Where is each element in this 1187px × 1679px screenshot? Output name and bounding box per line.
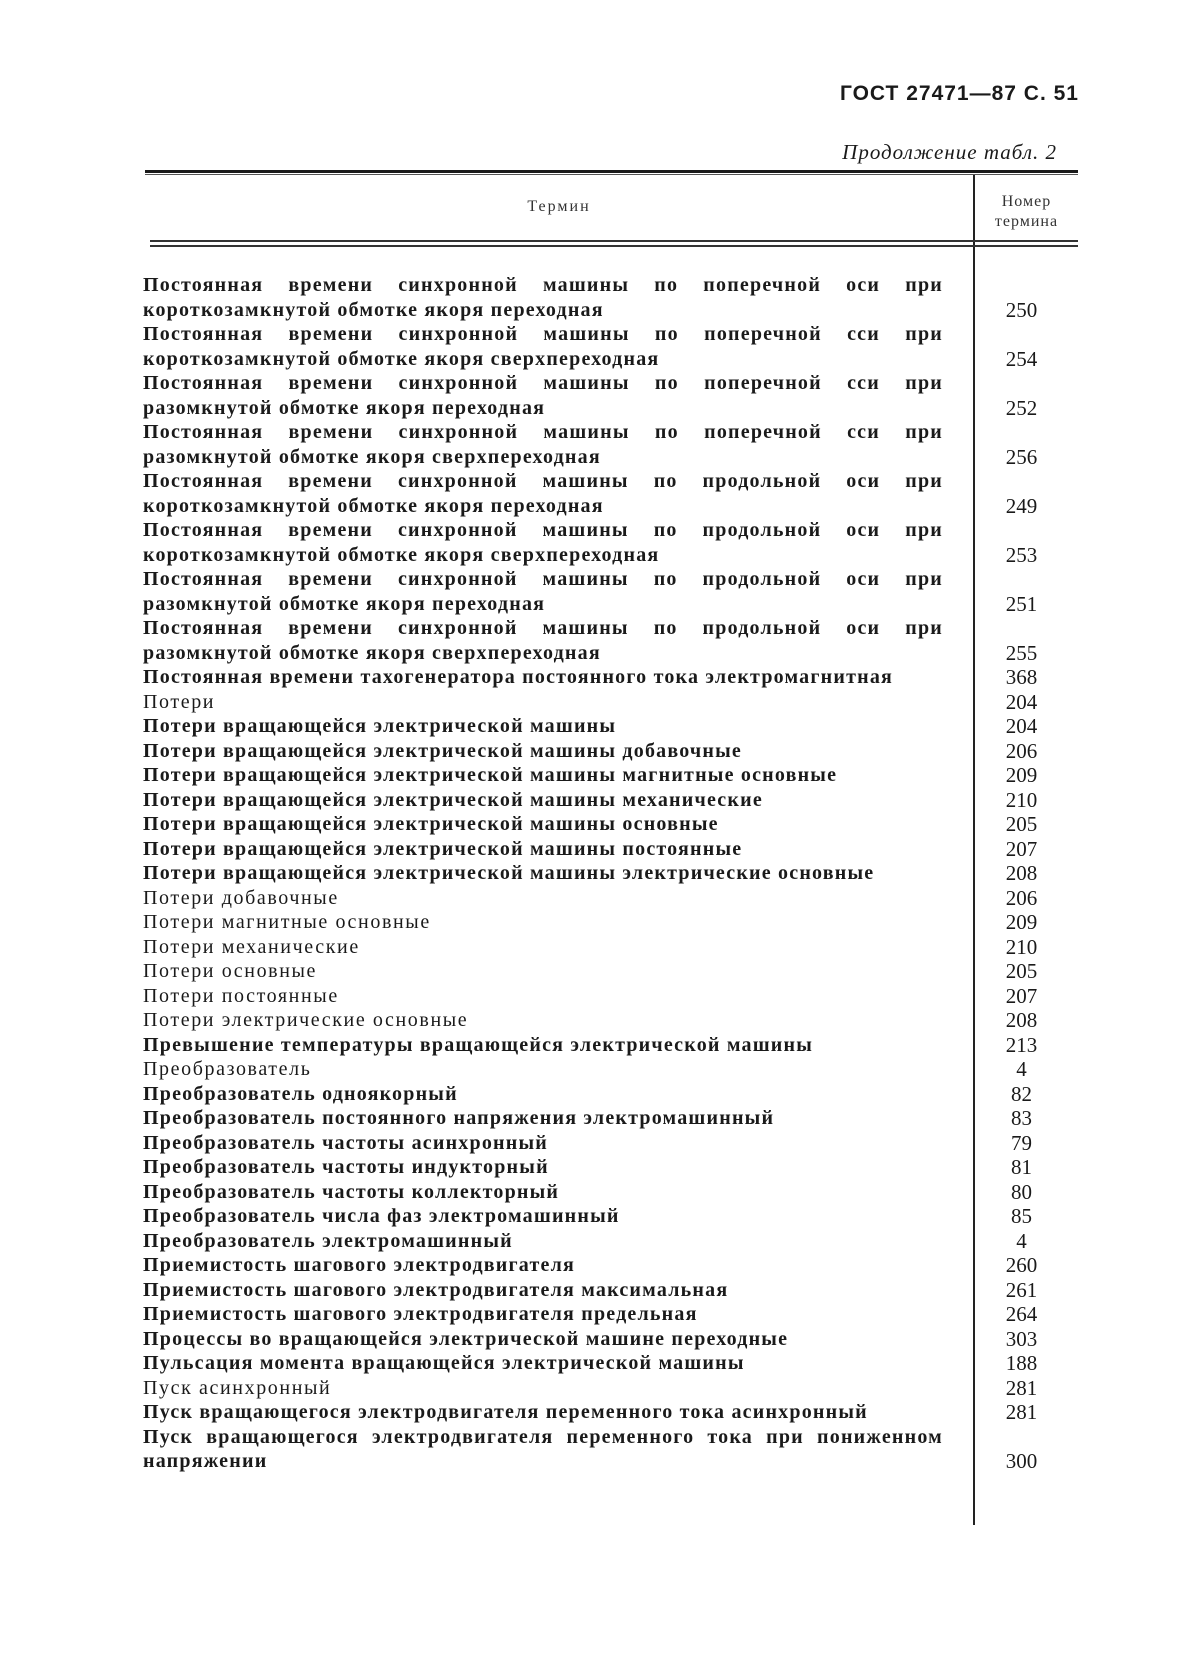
term-text: Преобразователь [143,1058,312,1080]
table-row [143,1327,1083,1352]
term-number: 264 [1005,1302,1038,1326]
term-text: Потери вращающейся электрической машины электрические основные [143,862,875,884]
term-number: 209 [1005,763,1038,787]
term-number: 207 [1005,836,1038,861]
term-number: 208 [1005,1008,1038,1032]
term-text: Потери электрические основные [143,1009,469,1031]
table-row [143,1155,1083,1180]
table-row [143,1033,1083,1058]
term-number: 303 [1005,1326,1038,1351]
term-text: Потери магнитные основные [143,911,431,933]
term-number: 300 [1005,1449,1038,1473]
table-row [143,1106,1083,1131]
term-text: Постоянная времени синхронной машины по поперечной сси при короткозамкнутой обмотке якоря сверхпереходная [143,323,943,370]
term-number: 210 [1005,934,1038,959]
term-text: Преобразователь частоты коллекторный [143,1180,560,1203]
term-text: Потери [143,690,216,713]
term-number: 82 [1011,1081,1032,1106]
term-text: Постоянная времени синхронной машины по продольной оси при короткозамкнутой обмотке якоря переходная [143,470,943,517]
table-row [143,959,1083,984]
header-rule [150,240,1078,242]
table-row [143,763,1083,788]
table-row [143,567,1083,616]
term-text: Процессы во вращающейся электрической машине переходные [143,1327,789,1350]
table-row [143,1425,1083,1474]
term-number: 256 [1005,444,1038,469]
header-rule-double [150,245,1078,247]
term-text: Преобразователь электромашинный [143,1229,513,1252]
term-text: Преобразователь постоянного напряжения электромашинный [143,1107,775,1129]
term-number: 251 [1005,591,1038,616]
table-row [143,1351,1083,1376]
table-row [143,886,1083,911]
term-text: Превышение температуры вращающейся электрической машины [143,1033,814,1056]
term-number: 204 [1005,714,1038,738]
table-row [143,469,1083,518]
term-text: Потери вращающейся электрической машины добавочные [143,739,742,762]
table-row [143,1008,1083,1033]
column-header-term: Термин [527,198,591,215]
term-number: 254 [1005,346,1038,371]
term-number: 4 [1016,1057,1027,1081]
term-number: 206 [1005,885,1038,910]
table-row [143,1131,1083,1156]
term-number: 281 [1005,1400,1038,1424]
table-row [143,1082,1083,1107]
term-number: 204 [1005,689,1038,714]
term-number: 253 [1005,542,1038,567]
table-top-rule-thin [145,174,1078,175]
term-number: 79 [1011,1130,1032,1155]
table-row [143,812,1083,837]
term-number: 210 [1005,787,1038,812]
term-text: Преобразователь одноякорный [143,1082,458,1105]
term-number: 83 [1011,1106,1032,1130]
page-header: ГОСТ 27471—87 С. 51 [839,82,1079,105]
table-row [143,1376,1083,1401]
term-number: 85 [1011,1204,1032,1228]
table-row [143,1057,1083,1082]
table-row [143,739,1083,764]
table-row [143,1180,1083,1205]
term-number: 206 [1005,738,1038,763]
column-header-number: Номер термина [994,193,1059,230]
table-row [143,616,1083,665]
table-row [143,788,1083,813]
table-row [143,935,1083,960]
term-text: Потери вращающейся электрической машины постоянные [143,837,743,860]
table-row [143,690,1083,715]
table-row [143,861,1083,886]
term-text: Пульсация момента вращающейся электрической машины [143,1352,745,1374]
table-top-rule [145,170,1078,173]
term-number: 260 [1005,1253,1038,1277]
term-text: Преобразователь числа фаз электромашинный [143,1205,620,1227]
table-row [143,665,1083,690]
term-number: 252 [1005,395,1038,420]
term-number: 368 [1005,665,1038,689]
table-row [143,1204,1083,1229]
term-index-list [143,273,1083,1474]
term-text: Приемистость шагового электродвигателя максимальная [143,1278,729,1301]
term-text: Преобразователь частоты индукторный [143,1156,549,1178]
term-number: 80 [1011,1179,1032,1204]
table-row [143,1400,1083,1425]
term-number: 205 [1005,959,1038,983]
table-row [143,1229,1083,1254]
table-row [143,1302,1083,1327]
table-row [143,984,1083,1009]
term-text: Постоянная времени синхронной машины по продольной оси при разомкнутой обмотке якоря переходная [143,568,943,615]
table-row [143,1253,1083,1278]
term-number: 249 [1005,493,1038,518]
term-text: Потери механические [143,935,360,958]
term-number: 281 [1005,1375,1038,1400]
term-number: 209 [1005,910,1038,934]
term-text: Постоянная времени синхронной машины по поперечной оси при короткозамкнутой обмотке якоря переходная [143,274,943,321]
term-text: Потери добавочные [143,886,339,909]
term-number: 213 [1005,1032,1038,1057]
term-text: Постоянная времени синхронной машины по поперечной сси при разомкнутой обмотке якоря переходная [143,372,943,419]
table-row [143,837,1083,862]
term-number: 250 [1005,297,1038,322]
term-number: 255 [1005,640,1038,665]
term-text: Приемистость шагового электродвигателя [143,1254,576,1276]
term-text: Потери вращающейся электрической машины [143,715,617,737]
term-text: Потери вращающейся электрической машины основные [143,813,719,835]
term-text: Постоянная времени тахогенератора постоянного тока электромагнитная [143,666,894,688]
table-row [143,518,1083,567]
term-text: Постоянная времени синхронной машины по поперечной сси при разомкнутой обмотке якоря сверхпереходная [143,421,943,468]
term-text: Потери основные [143,960,318,982]
term-text: Пуск вращающегося электродвигателя переменного тока асинхронный [143,1401,868,1423]
table-row [143,420,1083,469]
term-text: Пуск вращающегося электродвигателя переменного тока при пониженном напряжении [143,1425,943,1472]
table-row [143,1278,1083,1303]
table-row [143,273,1083,322]
table-row [143,910,1083,935]
term-number: 205 [1005,812,1038,836]
term-number: 81 [1011,1155,1032,1179]
term-text: Преобразователь частоты асинхронный [143,1131,549,1154]
term-number: 261 [1005,1277,1038,1302]
table-row [143,371,1083,420]
table-row [143,714,1083,739]
term-text: Приемистость шагового электродвигателя предельная [143,1303,698,1325]
term-text: Потери вращающейся электрической машины механические [143,788,763,811]
term-number: 4 [1016,1228,1027,1253]
table-row [143,322,1083,371]
term-text: Постоянная времени синхронной машины по продольной оси при короткозамкнутой обмотке якоря сверхпереходная [143,519,943,566]
table-continuation-label: Продолжение табл. 2 [842,140,1057,164]
term-text: Пуск асинхронный [143,1376,332,1399]
term-text: Потери вращающейся электрической машины магнитные основные [143,764,838,786]
term-number: 188 [1005,1351,1038,1375]
term-number: 208 [1005,861,1038,885]
term-number: 207 [1005,983,1038,1008]
term-text: Постоянная времени синхронной машины по продольной оси при разомкнутой обмотке якоря сверхпереходная [143,617,943,664]
term-text: Потери постоянные [143,984,339,1007]
